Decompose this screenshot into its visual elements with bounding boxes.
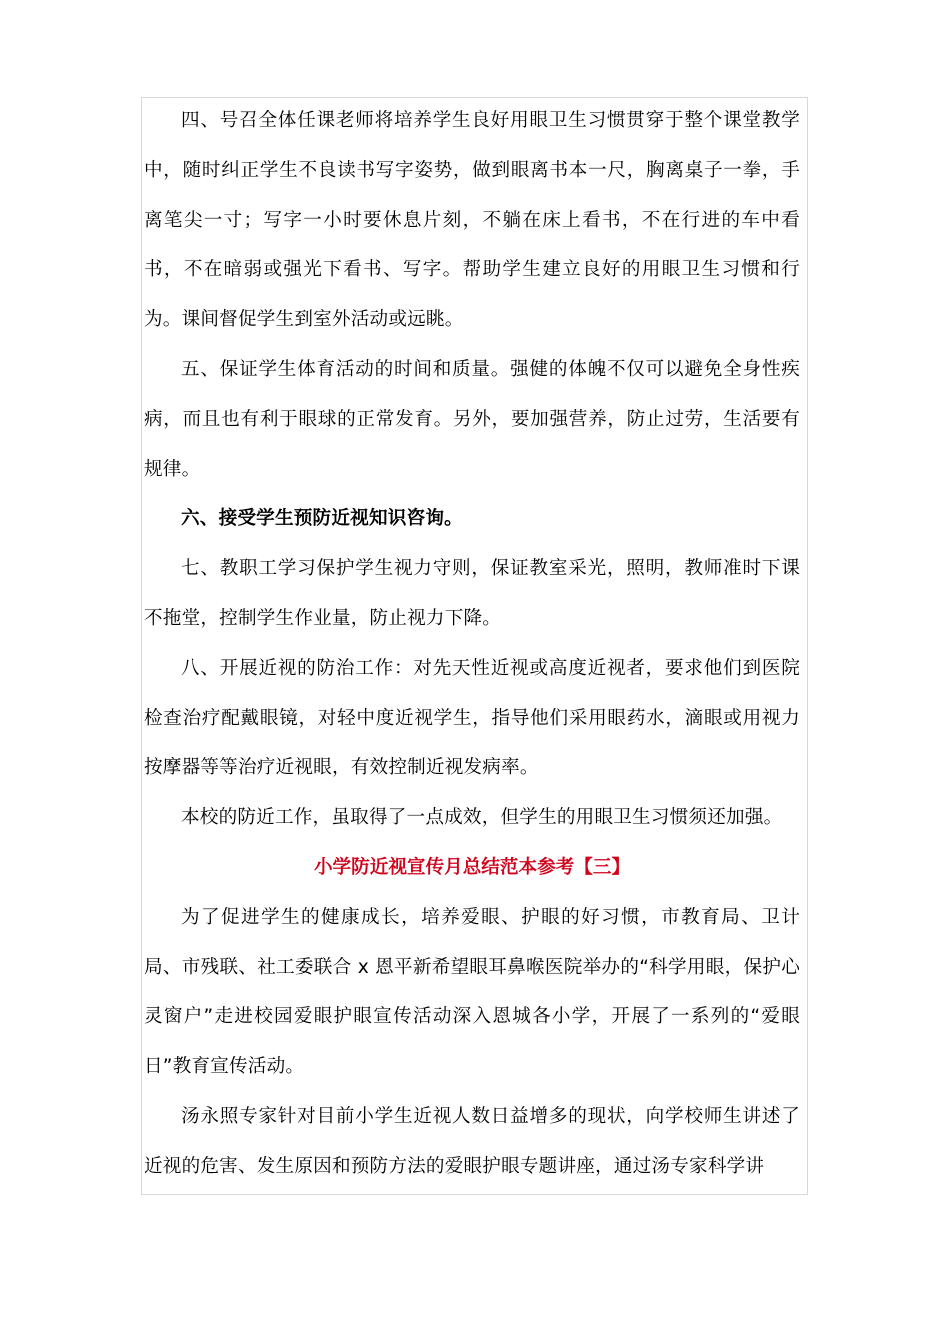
paragraph-activity-intro: 为了促进学生的健康成长，培养爱眼、护眼的好习惯，市教育局、卫计局、市残联、社工委联合 x 恩平新希望眼耳鼻喉医院举办的“科学用眼，保护心灵窗户”走进校园爱眼护眼宣传活动深入恩城各小学，开展了一系列的“爱眼日”教育宣传活动。 — [144, 906, 800, 1078]
section-title: 小学防近视宣传月总结范本参考【三】 — [313, 856, 631, 878]
paragraph-seven: 七、教职工学习保护学生视力守则，保证教室采光，照明，教师准时下课不拖堂，控制学生作业量，防止视力下降。 — [144, 558, 800, 629]
paragraph-eight: 八、开展近视的防治工作：对先天性近视或高度近视者，要求他们到医院检查治疗配戴眼镜，对轻中度近视学生，指导他们采用眼药水，滴眼或用视力按摩器等等治疗近视眼，有效控制近视发病率。 — [144, 657, 800, 779]
document-body — [144, 96, 800, 1192]
paragraph-four: 四、号召全体任课老师将培养学生良好用眼卫生习惯贯穿于整个课堂教学中，随时纠正学生不良读书写字姿势，做到眼离书本一尺，胸离桌子一拳，手离笔尖一寸；写字一小时要休息片刻，不躺在床上看书，不在行进的车中看书，不在暗弱或强光下看书、写字。帮助学生建立良好的用眼卫生习惯和行为。课间督促学生到室外活动或远眺。 — [144, 110, 800, 331]
paragraph-five: 五、保证学生体育活动的时间和质量。强健的体魄不仅可以避免全身性疾病，而且也有利于眼球的正常发育。另外，要加强营养，防止过劳，生活要有规律。 — [144, 358, 800, 480]
paragraph-expert-lecture: 汤永照专家针对目前小学生近视人数日益增多的现状，向学校师生讲述了近视的危害、发生原因和预防方法的爱眼护眼专题讲座，通过汤专家科学讲 — [144, 1105, 800, 1177]
paragraph-conclusion: 本校的防近工作，虽取得了一点成效，但学生的用眼卫生习惯须还加强。 — [181, 807, 783, 829]
paragraph-six: 六、接受学生预防近视知识咨询。 — [181, 508, 463, 530]
